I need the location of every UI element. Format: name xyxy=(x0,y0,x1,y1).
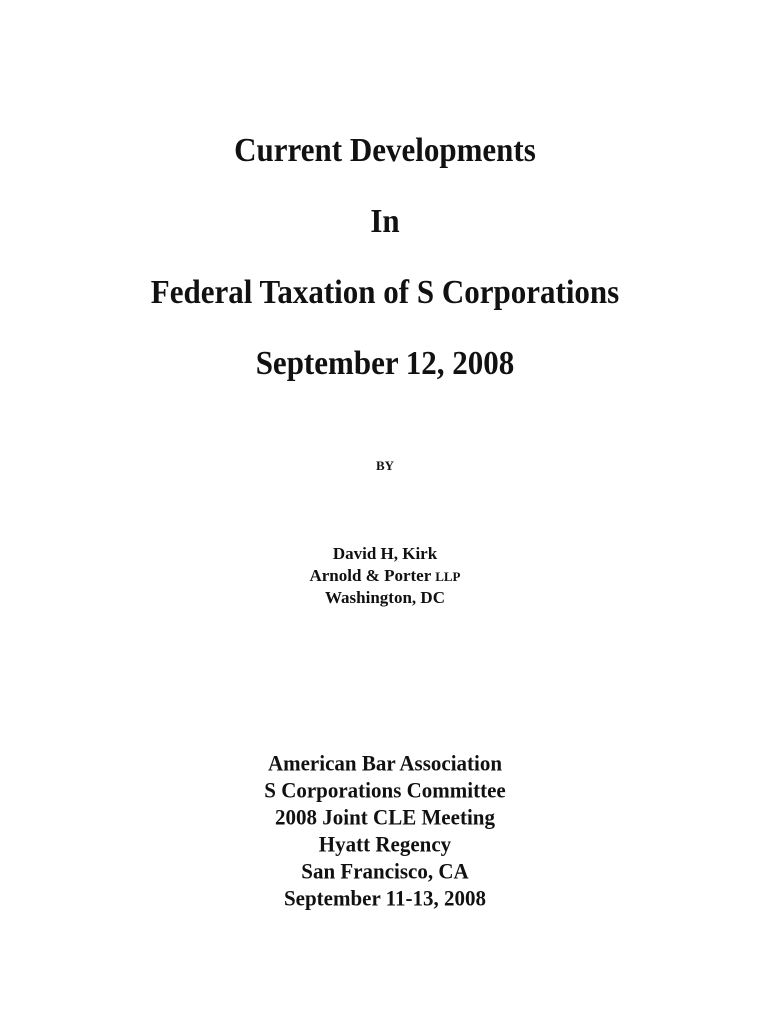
author-name: David H, Kirk xyxy=(332,544,438,563)
author-firm xyxy=(0,566,770,587)
meeting-organization: American Bar Association xyxy=(267,750,503,776)
by-label: BY xyxy=(375,458,395,473)
title-line-current-developments: Current Developments xyxy=(234,130,536,169)
meeting-venue: Hyatt Regency xyxy=(318,831,452,857)
meeting-event: 2008 Joint CLE Meeting xyxy=(275,804,495,830)
author-location: Washington, DC xyxy=(325,588,445,607)
meeting-dates: September 11-13, 2008 xyxy=(283,885,486,911)
title-line-in: In xyxy=(370,201,400,240)
meeting-committee: S Corporations Committee xyxy=(264,777,506,803)
title-line-federal-taxation: Federal Taxation of S Corporations xyxy=(150,272,620,311)
document-date: September 12, 2008 xyxy=(255,343,515,382)
meeting-city: San Francisco, CA xyxy=(301,858,469,884)
author-firm-name: Arnold & Porter xyxy=(309,566,431,585)
author-firm-suffix: LLP xyxy=(435,569,461,584)
